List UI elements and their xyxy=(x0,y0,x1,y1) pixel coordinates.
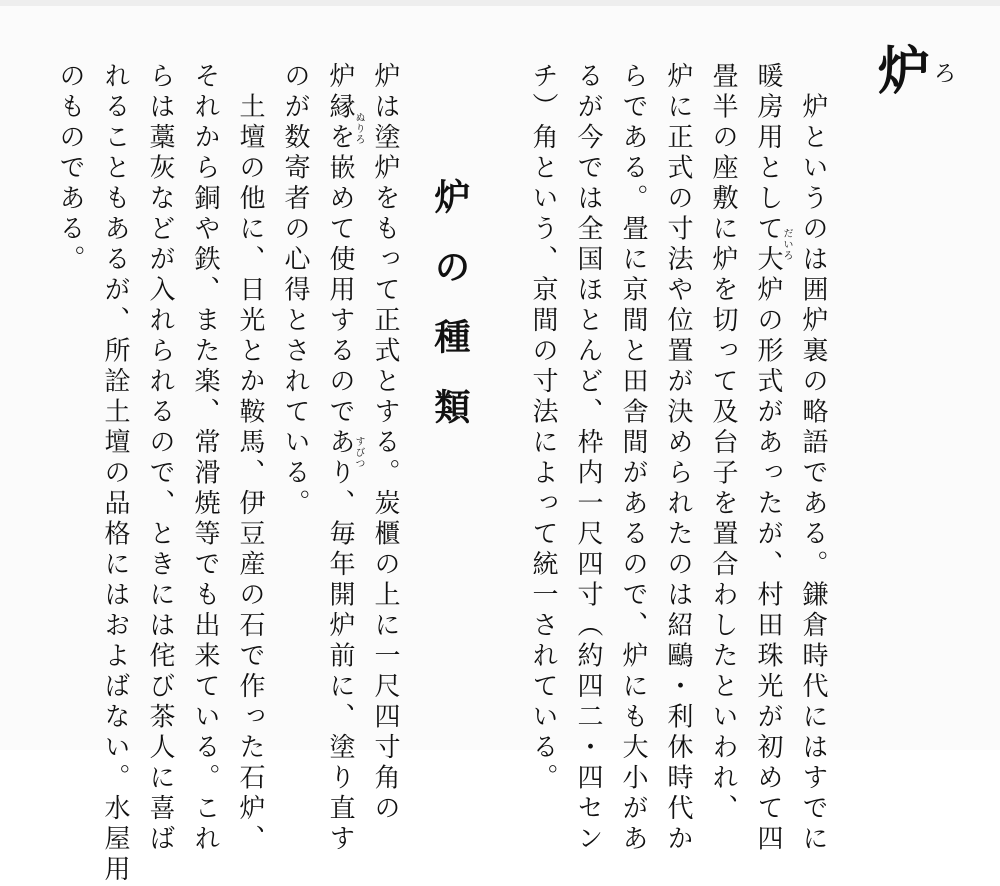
section-heading: 炉の種類 xyxy=(429,178,471,458)
body-column-2: 炉縁を嵌めて使用するのであり、毎年開炉前に、塗り直す xyxy=(325,62,355,855)
intro-column-6: るが今では全国ほとんど、枠内一尺四寸（約四二・四セン xyxy=(573,62,603,855)
body-column-8: のものである。 xyxy=(55,62,85,276)
intro-column-7: チ）角という、京間の寸法によって統一されている。 xyxy=(528,62,558,794)
body-column-4: 土壇の他に、日光とか鞍馬、伊豆産の石で作った石炉、 xyxy=(235,62,265,855)
intro-column-2: 暖房用として大炉の形式があったが、村田珠光が初めて四 xyxy=(753,62,783,855)
ruby-nuriro: ぬりろ xyxy=(353,112,364,145)
intro-column-1: 炉というのは囲炉裏の略語である。鎌倉時代にはすでに xyxy=(798,62,828,855)
body-column-3: のが数寄者の心得とされている。 xyxy=(280,62,310,520)
ruby-sumibitsu: すびつ xyxy=(353,436,364,469)
intro-column-4: 炉に正式の寸法や位置が決められたのは紹鷗・利休時代か xyxy=(663,62,693,855)
page-title: 炉 xyxy=(878,41,931,102)
scan-edge xyxy=(0,0,1000,6)
body-column-5: それから銅や鉄、また楽、常滑焼等でも出来ている。これ xyxy=(190,62,220,855)
ruby-dairo: だいろ xyxy=(781,228,792,261)
body-column-7: れることもあるが、所詮土壇の品格にはおよばない。水屋用 xyxy=(100,62,130,886)
intro-column-3: 畳半の座敷に炉を切って及台子を置合わしたといわれ、 xyxy=(708,62,738,825)
body-column-6: らは藁灰などが入れられるので、ときには侘び茶人に喜ば xyxy=(145,62,175,855)
page-title-reading: ろ xyxy=(934,62,957,87)
intro-column-5: らである。畳に京間と田舎間があるので、炉にも大小があ xyxy=(618,62,648,855)
body-column-1: 炉は塗炉をもって正式とする。炭櫃の上に一尺四寸角の xyxy=(370,62,400,825)
